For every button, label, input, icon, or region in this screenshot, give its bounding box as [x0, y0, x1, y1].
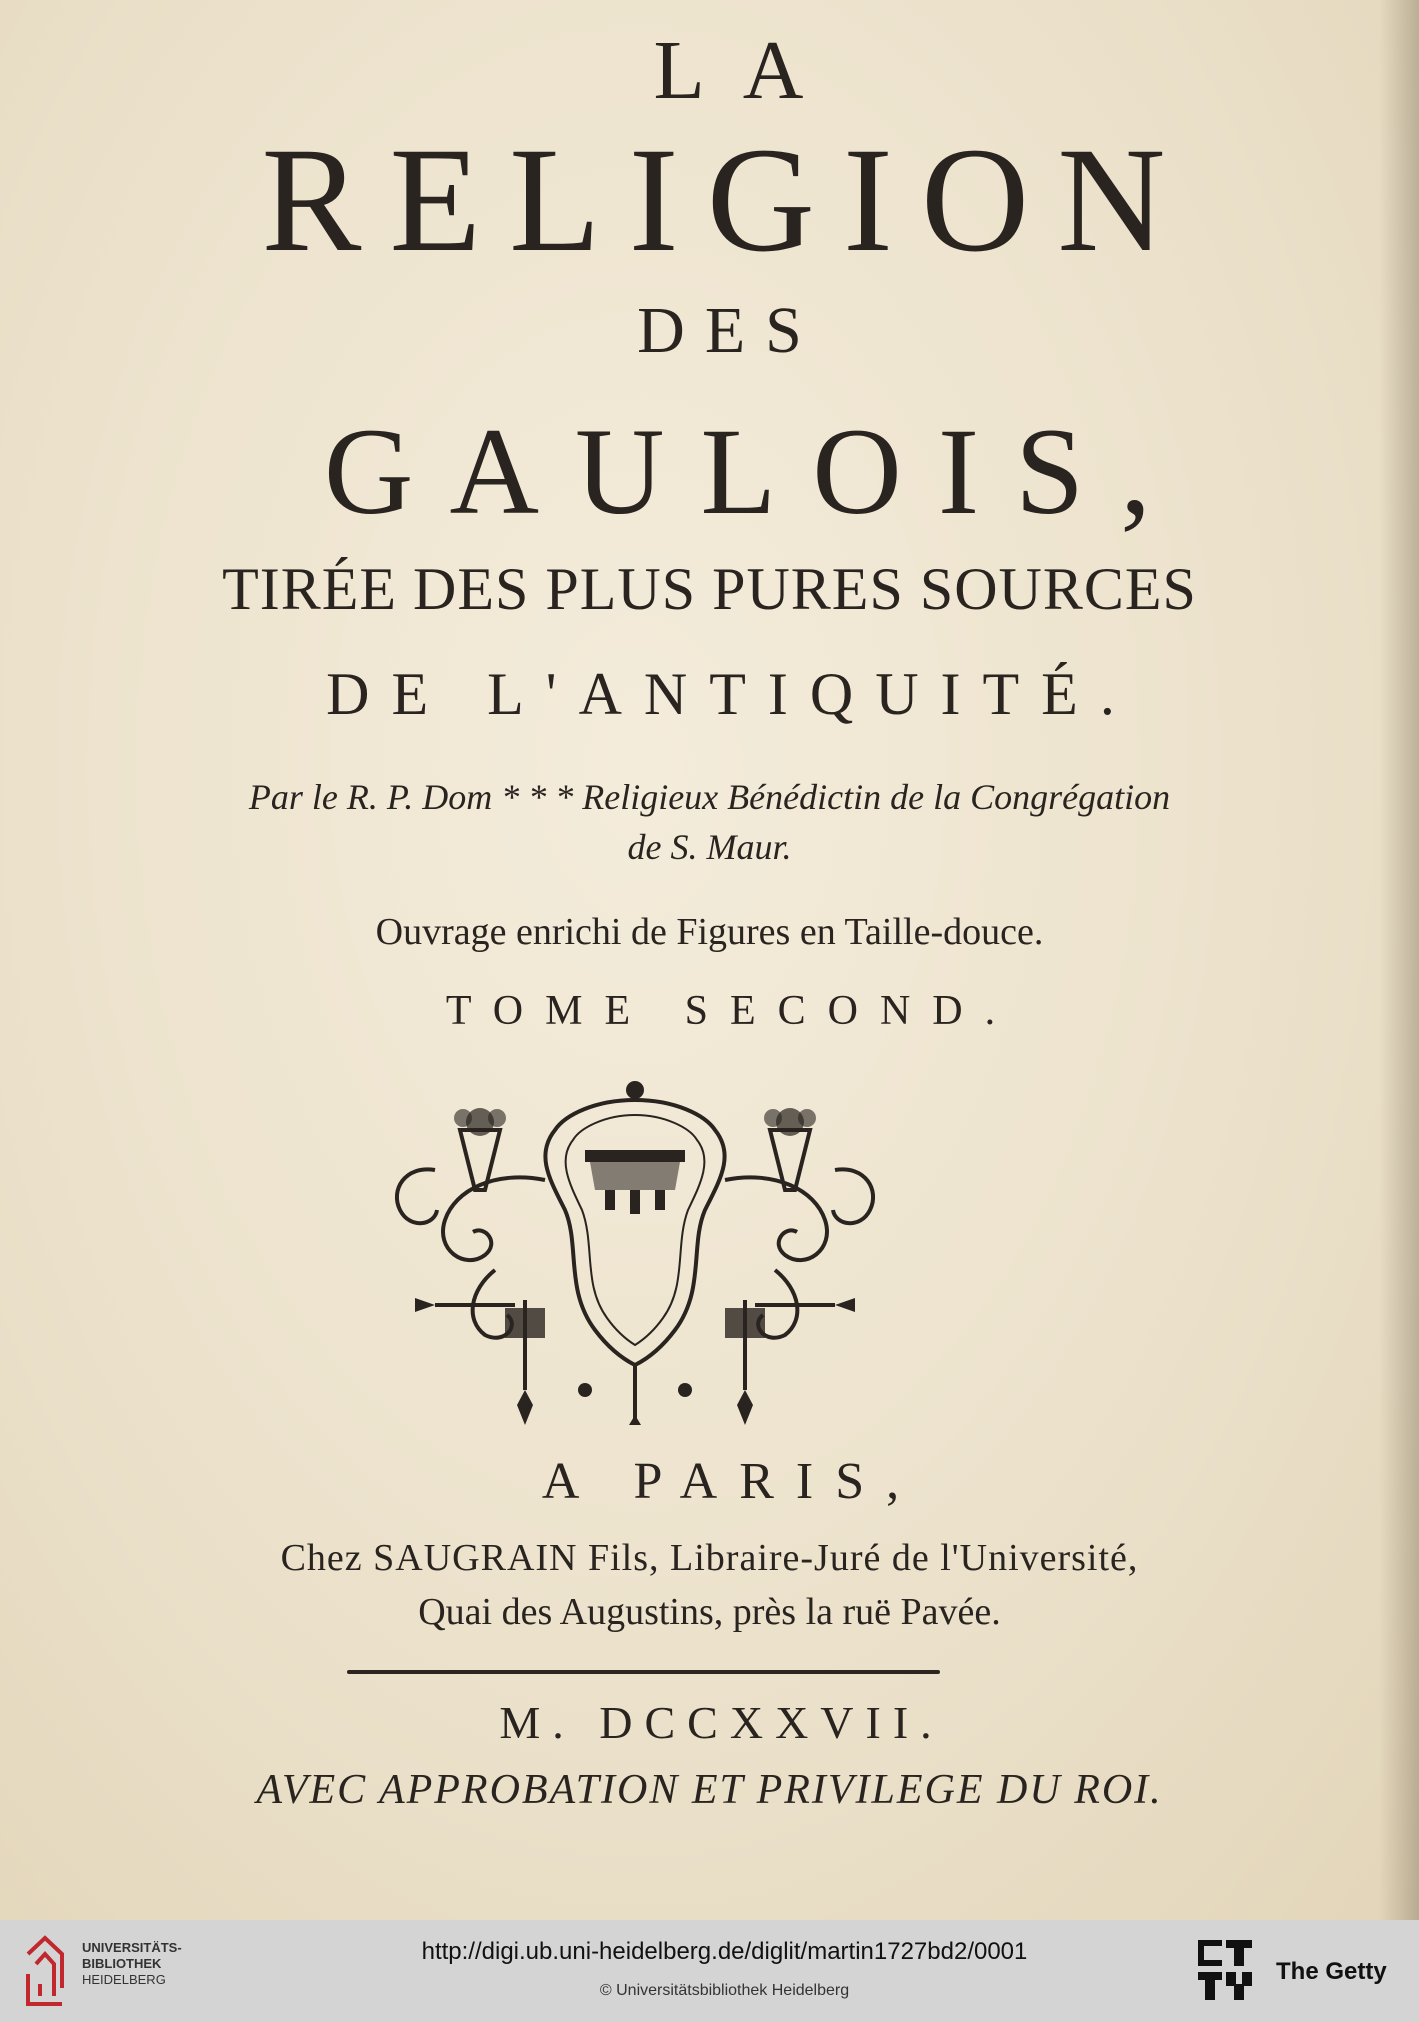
- digitization-footer: [0, 1920, 1419, 2022]
- permalink-url[interactable]: http://digi.ub.uni-heidelberg.de/diglit/martin1727bd2/0001: [421, 1938, 1028, 1965]
- subtitle-tiree: TIRÉE DES PLUS PURES SOURCES: [222, 556, 1197, 622]
- sponsor-name: The Getty: [1276, 1958, 1387, 1985]
- author-line-2: de S. Maur.: [627, 827, 792, 867]
- title-la: LA: [653, 24, 842, 117]
- subtitle-antiquite: DE L'ANTIQUITÉ.: [326, 661, 1137, 727]
- imprint-date: M. DCCXXVII.: [499, 1697, 944, 1748]
- library-name-line-3: HEIDELBERG: [82, 1972, 166, 1987]
- author-line-1: Par le R. P. Dom * * * Religieux Bénédictin de la Congrégation: [248, 777, 1171, 817]
- printers-ornament-icon: [375, 1060, 895, 1430]
- copyright-notice: © Universitätsbibliothek Heidelberg: [599, 1982, 850, 1999]
- title-des: DES: [637, 294, 822, 367]
- library-name-line-2: BIBLIOTHEK: [82, 1956, 162, 1971]
- publisher-line-2: Quai des Augustins, près la ruë Pavée.: [418, 1591, 1001, 1633]
- imprint-place: A PARIS,: [541, 1453, 922, 1510]
- volume-label: TOME SECOND.: [445, 988, 1018, 1034]
- imprint-rule: [347, 1670, 940, 1674]
- publisher-line-1: Chez SAUGRAIN Fils, Libraire-Juré de l'Université,: [280, 1537, 1139, 1579]
- title-religion: RELIGION: [261, 117, 1194, 283]
- title-gaulois: GAULOIS,: [323, 403, 1188, 540]
- ouvrage-note: Ouvrage enrichi de Figures en Taille-douce.: [375, 911, 1044, 953]
- getty-logo-icon[interactable]: [1196, 1938, 1254, 2004]
- library-name-line-1: UNIVERSITÄTS-: [82, 1940, 182, 1955]
- royal-privilege: AVEC APPROBATION ET PRIVILEGE DU ROI.: [256, 1767, 1163, 1813]
